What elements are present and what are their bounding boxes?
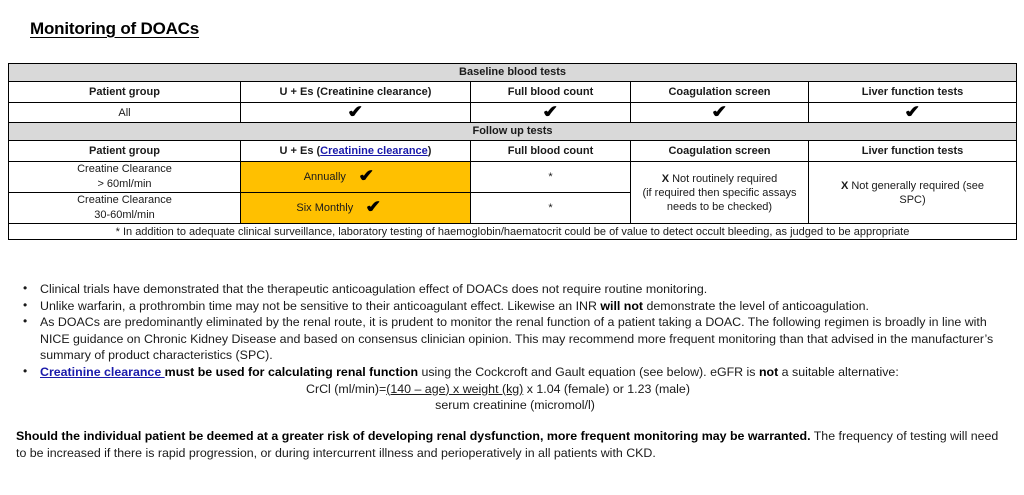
table-row bbox=[9, 162, 1017, 193]
x-mark-icon: X bbox=[661, 172, 670, 185]
followup-header-row bbox=[9, 141, 1017, 162]
bullet-text-1: Clinical trials have demonstrated that the therapeutic anticoagulation effect of DOACs does not require routine monitoring. bbox=[40, 282, 708, 296]
check-icon: ✔ bbox=[357, 167, 376, 186]
baseline-cell-patient-group: All bbox=[9, 103, 241, 123]
followup-header-coagulation-screen: Coagulation screen bbox=[631, 141, 809, 162]
bullet-text-4-end: a suitable alternative: bbox=[778, 364, 899, 379]
followup-header-u-es-suffix: ) bbox=[427, 145, 432, 157]
bullet-list-container bbox=[8, 281, 1016, 414]
followup-cell-patient-group-2 bbox=[9, 193, 241, 224]
formula-line-2: serum creatinine (micromol/l) bbox=[435, 398, 595, 413]
baseline-header-full-blood-count: Full blood count bbox=[471, 82, 631, 103]
followup-banner: Follow up tests bbox=[9, 123, 1017, 141]
coagulation-note-line3: needs to be checked) bbox=[666, 200, 773, 213]
formula-numerator: (140 – age) x weight (kg) bbox=[386, 381, 524, 396]
formula-line-1 bbox=[40, 381, 1016, 398]
followup-header-liver-function: Liver function tests bbox=[809, 141, 1017, 162]
patient-group-line2: 30-60ml/min bbox=[94, 209, 155, 221]
followup-cell-u-es-annually bbox=[241, 162, 471, 193]
list-item bbox=[40, 314, 1016, 364]
coagulation-note-line2: (if required then specific assays bbox=[642, 186, 797, 199]
check-icon: ✔ bbox=[364, 198, 384, 217]
frequency-label: Six Monthly bbox=[296, 202, 354, 214]
list-item bbox=[40, 364, 1016, 414]
bullet-text-4-mid: using the Cockcroft and Gault equation (see below). eGFR is bbox=[418, 364, 759, 379]
baseline-cell-liver-function bbox=[809, 103, 1017, 123]
bullet-text-2b: demonstrate the level of anticoagulation. bbox=[643, 298, 869, 313]
baseline-cell-coagulation-screen bbox=[631, 103, 809, 123]
baseline-cell-u-es bbox=[241, 103, 471, 123]
baseline-cell-full-blood-count bbox=[471, 103, 631, 123]
followup-cell-u-es-six-monthly bbox=[241, 193, 471, 224]
baseline-header-coagulation-screen: Coagulation screen bbox=[631, 82, 809, 103]
creatinine-clearance-link[interactable]: Creatinine clearance bbox=[320, 145, 428, 157]
baseline-banner: Baseline blood tests bbox=[9, 64, 1017, 82]
table-footnote: * In addition to adequate clinical surveillance, laboratory testing of haemoglobin/haematocrit could be of value to detect occult bleeding, as judged to be appropriate bbox=[9, 224, 1017, 240]
table-row bbox=[9, 103, 1017, 123]
creatinine-clearance-link[interactable]: Creatinine clearance bbox=[40, 364, 165, 379]
monitoring-table-container bbox=[8, 63, 1016, 240]
check-icon: ✔ bbox=[540, 102, 560, 122]
bullet-text-4-bold2: not bbox=[758, 364, 779, 379]
list-item bbox=[40, 281, 1016, 298]
x-mark-icon: X bbox=[840, 179, 849, 192]
followup-cell-liver-note bbox=[809, 162, 1017, 224]
formula-suffix: x 1.04 (female) or 1.23 (male) bbox=[523, 381, 690, 396]
coagulation-note-line1: Not routinely required bbox=[669, 172, 778, 185]
patient-group-line1: Creatine Clearance bbox=[77, 194, 172, 206]
followup-cell-coagulation-note bbox=[631, 162, 809, 224]
bullet-text-3: As DOACs are predominantly eliminated by the renal route, it is prudent to monitor the renal function of a patient taking a DOAC. The following regimen is broadly in line with NICE guidance on Chronic Kidney Disease and based on consensus clinician opinion. This may recommend more frequent monitoring than that advised in the manufacturer’s summary of product characteristics (SPC). bbox=[40, 315, 994, 363]
page-title: Monitoring of DOACs bbox=[30, 19, 200, 38]
bullet-text-2-bold: will not bbox=[600, 298, 644, 313]
closing-paragraph bbox=[16, 428, 1012, 462]
followup-header-u-es-prefix: U + Es ( bbox=[279, 145, 321, 157]
check-icon: ✔ bbox=[709, 102, 729, 122]
followup-header-patient-group: Patient group bbox=[9, 141, 241, 162]
followup-cell-full-blood-count-2: * bbox=[471, 193, 631, 224]
baseline-header-u-es: U + Es (Creatinine clearance) bbox=[241, 82, 471, 103]
closing-rest-text: The frequency of testing will need to be increased if there is rapid progression, or during intercurrent illness and perioperatively in all patients with CKD. bbox=[16, 429, 999, 460]
bullet-list bbox=[8, 281, 1016, 414]
followup-cell-patient-group-1 bbox=[9, 162, 241, 193]
followup-header-full-blood-count: Full blood count bbox=[471, 141, 631, 162]
baseline-header-liver-function: Liver function tests bbox=[809, 82, 1017, 103]
patient-group-line2: > 60ml/min bbox=[97, 178, 152, 190]
followup-cell-full-blood-count-1: * bbox=[471, 162, 631, 193]
bullet-text-2a: Unlike warfarin, a prothrombin time may not be sensitive to their anticoagulant effect. Likewise an INR bbox=[40, 298, 601, 313]
liver-note-line1: Not generally required (see bbox=[848, 179, 985, 192]
closing-bold-text: Should the individual patient be deemed at a greater risk of developing renal dysfunction, more frequent monitoring may be warranted. bbox=[16, 429, 811, 443]
list-item bbox=[40, 298, 1016, 315]
footnote-row bbox=[9, 224, 1017, 240]
frequency-label: Annually bbox=[303, 171, 346, 183]
followup-banner-row bbox=[9, 123, 1017, 141]
monitoring-table bbox=[8, 63, 1017, 240]
formula-prefix: CrCl (ml/min)= bbox=[306, 381, 387, 396]
check-icon: ✔ bbox=[345, 102, 365, 122]
check-icon: ✔ bbox=[902, 102, 922, 122]
followup-header-u-es bbox=[241, 141, 471, 162]
baseline-header-row bbox=[9, 82, 1017, 103]
baseline-banner-row bbox=[9, 64, 1017, 82]
liver-note-line2: SPC) bbox=[899, 193, 926, 206]
patient-group-line1: Creatine Clearance bbox=[77, 163, 172, 175]
bullet-text-4-bold: must be used for calculating renal function bbox=[164, 364, 419, 379]
baseline-header-patient-group: Patient group bbox=[9, 82, 241, 103]
